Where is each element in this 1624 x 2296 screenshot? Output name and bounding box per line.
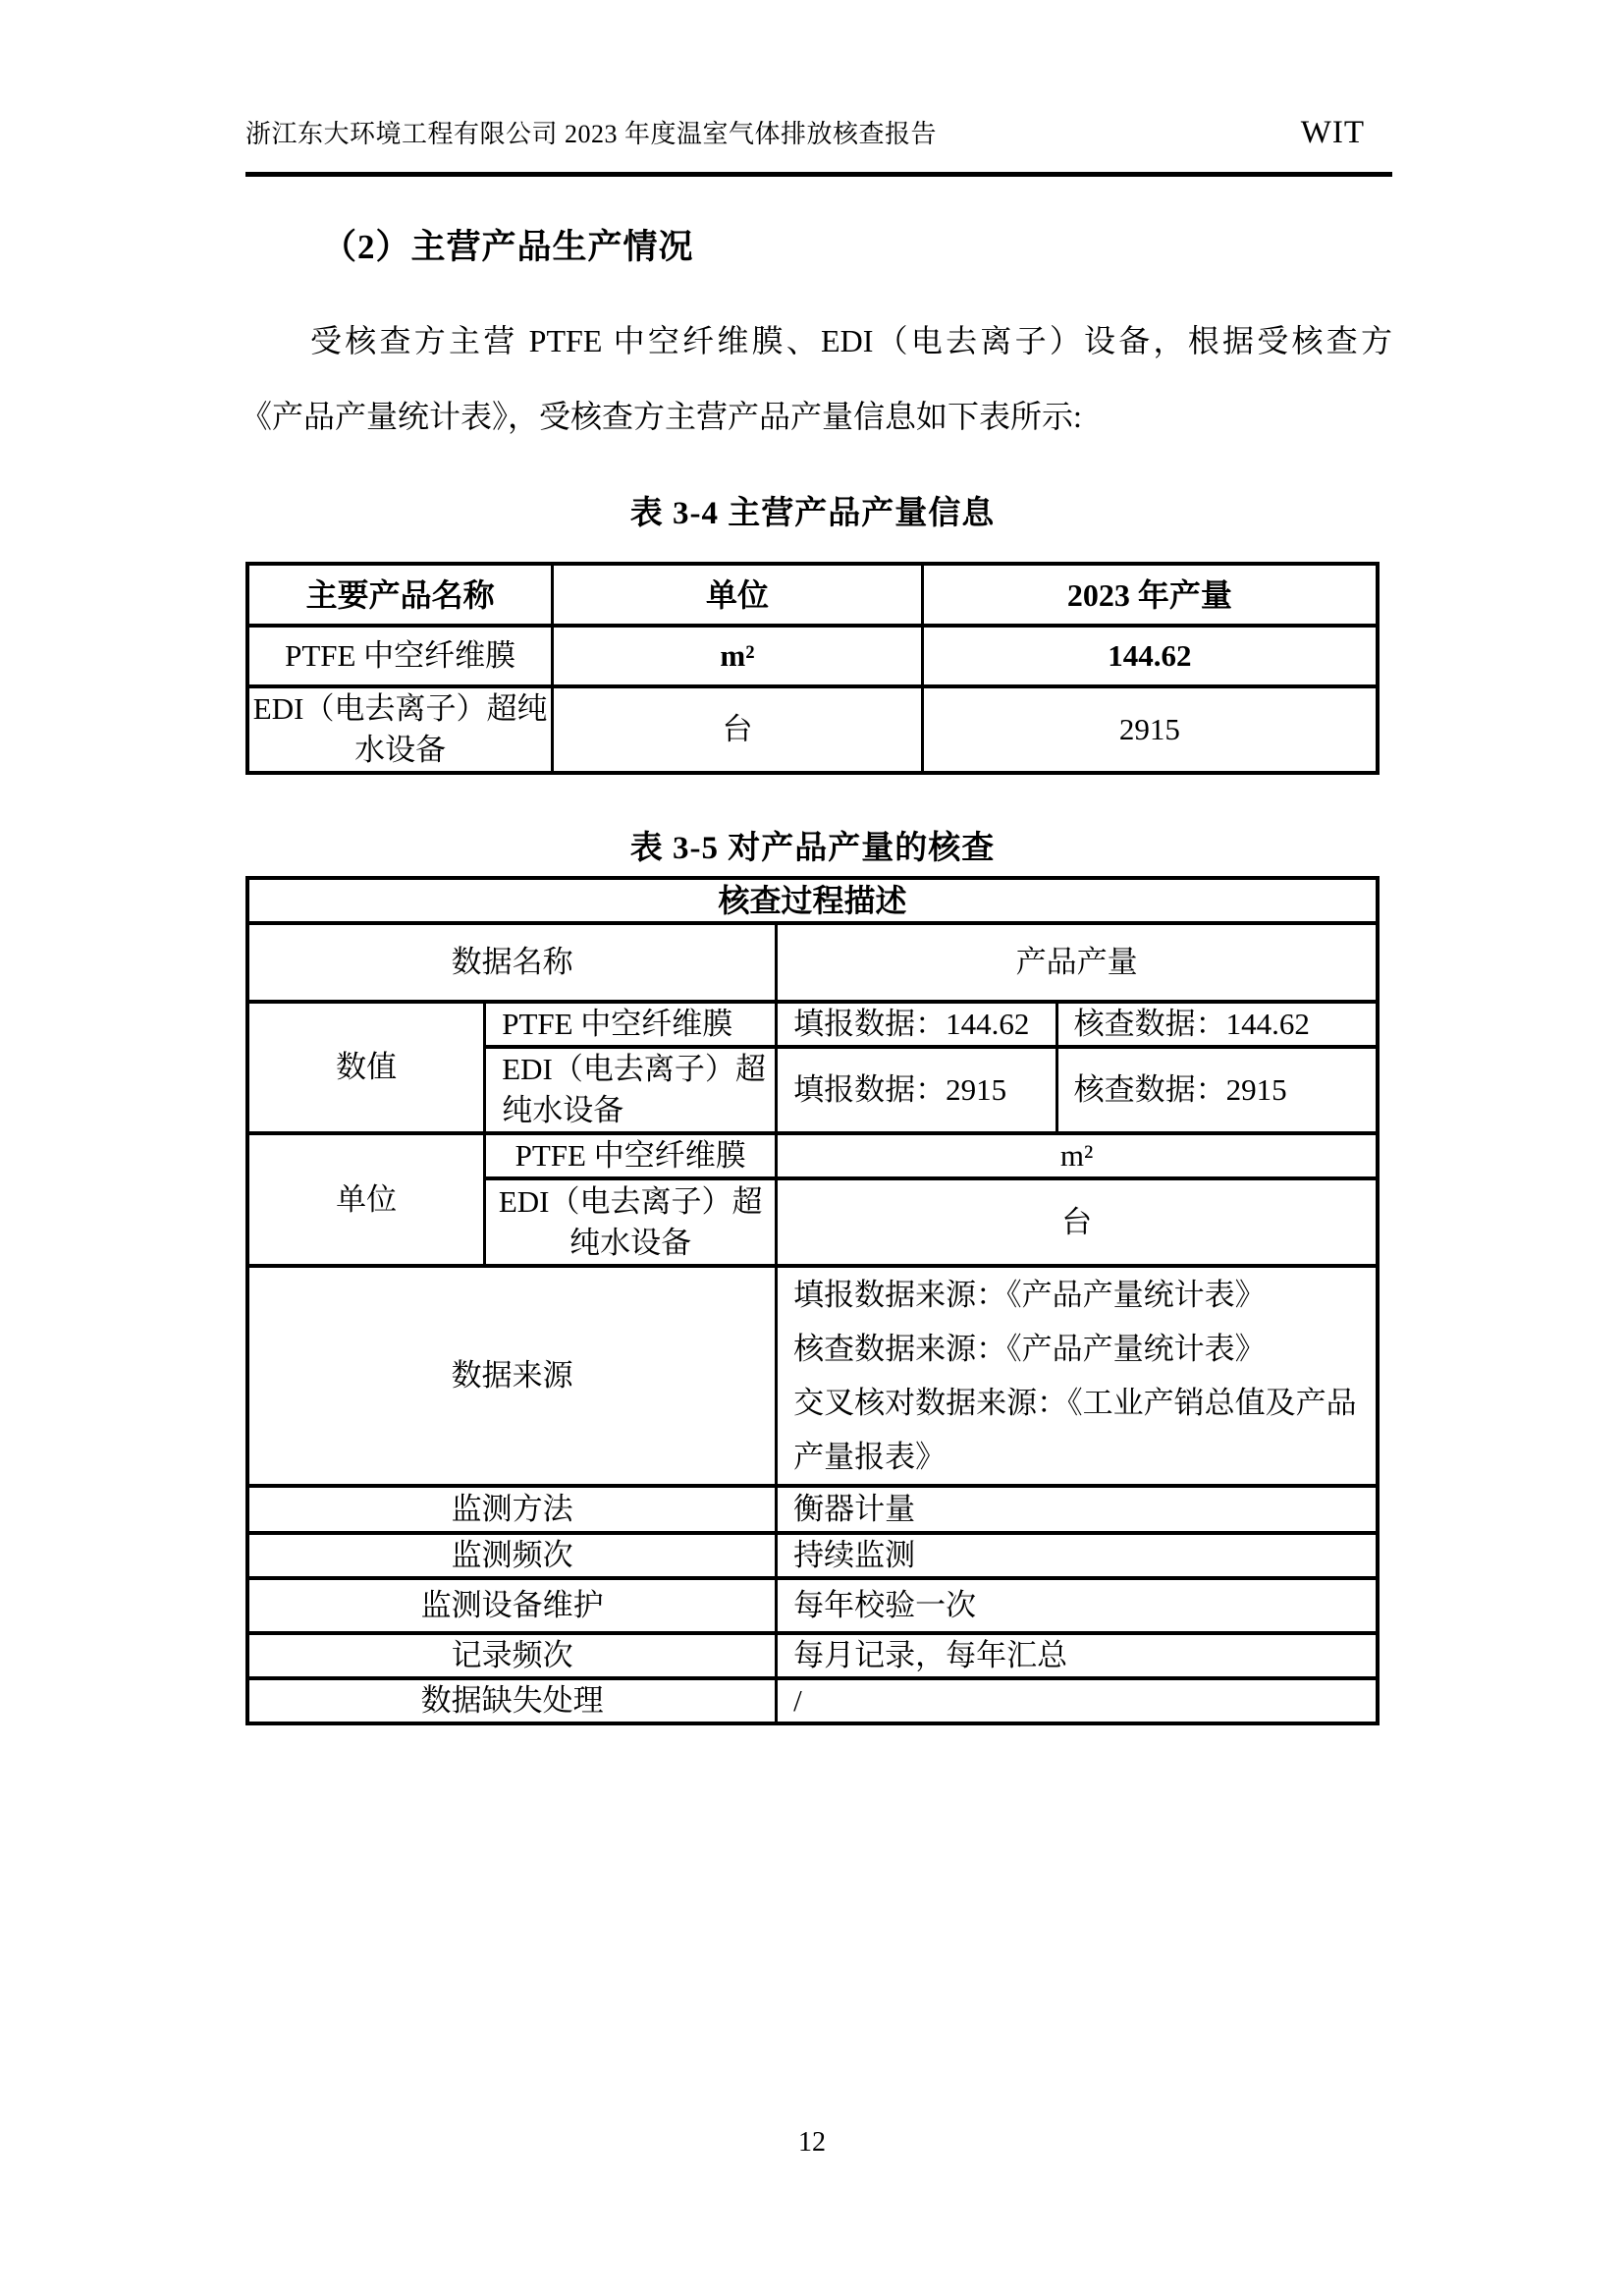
page-header [245,114,1365,151]
wit-logo-text: WIT [1300,115,1365,150]
table-row [247,1533,1378,1578]
table-row [247,1633,1378,1678]
table-3-5-output-verification [245,876,1380,1725]
data-source-cell [777,1266,1378,1486]
section-heading: （2）主营产品生产情况 [322,228,694,266]
data-source-line: 核查数据来源：《产品产量统计表》 [793,1332,1266,1366]
unit-cell: 台 [553,686,922,773]
output-cell: 144.62 [922,626,1378,686]
table-row [247,626,1378,686]
data-name-label: 数据名称 [247,923,777,1002]
verified-data-cell: 核查数据：2915 [1056,1047,1378,1133]
header-divider-line [245,172,1392,177]
verified-data-cell: 核查数据：144.62 [1056,1002,1378,1047]
monitoring-row-value: 每月记录，每年汇总 [777,1633,1378,1678]
reported-data-cell: 填报数据：144.62 [777,1002,1056,1047]
monitoring-row-label: 记录频次 [247,1633,777,1678]
unit-product-cell: EDI（电去离子）超纯水设备 [485,1178,777,1266]
table-3-4-title: 表 3-4 主营产品产量信息 [629,496,996,531]
report-header-title: 浙江东大环境工程有限公司 2023 年度温室气体排放核查报告 [245,120,938,148]
data-name-value: 产品产量 [777,923,1378,1002]
monitoring-row-label: 监测频次 [247,1533,777,1578]
table-row [247,878,1378,923]
column-header-product-name: 主要产品名称 [247,564,553,626]
unit-cell: m² [553,626,922,686]
monitoring-row-label: 监测方法 [247,1486,777,1533]
table-row [247,564,1378,626]
paragraph-line-1: 受核查方主营 PTFE 中空纤维膜、EDI（电去离子）设备，根据受核查方 [310,323,1392,358]
column-header-unit: 单位 [553,564,922,626]
numeric-section-label: 数值 [247,1002,485,1133]
monitoring-row-value: / [777,1678,1378,1723]
monitoring-row-label: 监测设备维护 [247,1578,777,1633]
paragraph-line-2: 《产品产量统计表》，受核查方主营产品产量信息如下表所示: [241,399,1082,434]
table-row [247,1002,1378,1047]
numeric-product-cell: PTFE 中空纤维膜 [485,1002,777,1047]
output-cell: 2915 [922,686,1378,773]
table-row [247,1678,1378,1723]
numeric-product-cell: EDI（电去离子）超纯水设备 [485,1047,777,1133]
column-header-output-2023: 2023 年产量 [922,564,1378,626]
table-row [247,686,1378,773]
unit-value-cell: 台 [777,1178,1378,1266]
table-row [247,1578,1378,1633]
table-row [247,1133,1378,1178]
monitoring-row-label: 数据缺失处理 [247,1678,777,1723]
reported-data-cell: 填报数据：2915 [777,1047,1056,1133]
product-name-cell: EDI（电去离子）超纯水设备 [247,686,553,773]
data-source-line: 交叉核对数据来源：《工业产销总值及产品产量报表》 [793,1386,1357,1474]
data-source-line: 填报数据来源：《产品产量统计表》 [793,1278,1266,1312]
monitoring-row-value: 每年校验一次 [777,1578,1378,1633]
table-row [247,1266,1378,1486]
unit-product-cell: PTFE 中空纤维膜 [485,1133,777,1178]
monitoring-row-value: 持续监测 [777,1533,1378,1578]
monitoring-row-value: 衡器计量 [777,1486,1378,1533]
unit-section-label: 单位 [247,1133,485,1266]
page-number: 12 [798,2127,826,2158]
product-name-cell: PTFE 中空纤维膜 [247,626,553,686]
table-3-5-title: 表 3-5 对产品产量的核查 [629,831,996,866]
unit-value-cell: m² [777,1133,1378,1178]
table-row [247,923,1378,1002]
data-source-label: 数据来源 [247,1266,777,1486]
table-3-4-product-output [245,562,1380,775]
table-row [247,1486,1378,1533]
process-description-header: 核查过程描述 [247,878,1378,923]
